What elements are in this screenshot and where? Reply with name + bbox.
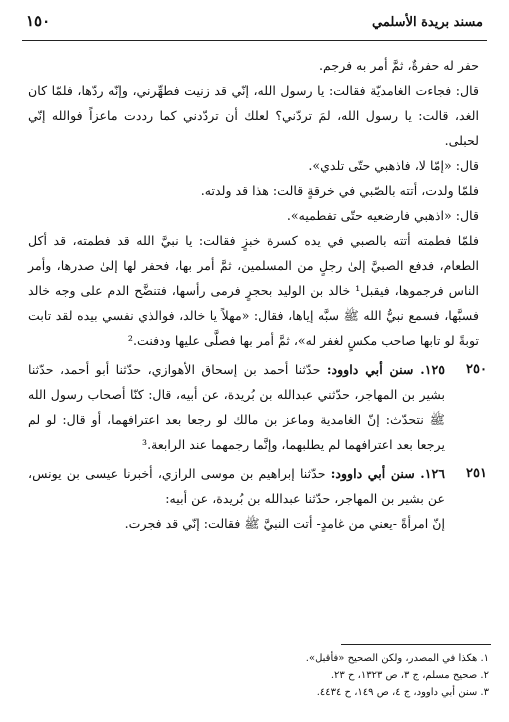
page-number: ١٥٠ bbox=[26, 12, 51, 30]
footnote: ١. هكذا في المصدر، ولكن الصحيح «فأقبل». bbox=[305, 653, 489, 664]
paragraph: فلمّا فطمته أتته بالصبي في يده كسرة خبزٍ فقالت: يا نبيَّ الله قد فطمته، قد أكل الطعام، فدفع الصبيَّ إلىٰ رجلٍ من المسلمين، ثمَّ أمر بها، فحفر لها إلىٰ صدرها، وأمر الناس فرجموها، فيقبل¹ خالد بن الوليد بحجرٍ فرمى رأسها، فتنضَّح الدم على وجه خالد فسبَّها، فسمع نبيُّ الله ﷺ سبَّه إياها، فقال: «مهلاً يا خالد، فوالذي نفسي بيده لقد تابت توبةً لو تابها صاحب مكسٍ لغفر له»، ثمَّ أمر بها فصلَّى عليها ودفنت.² bbox=[28, 233, 479, 348]
hadith-source: ١٢٦. سنن أبي داوود: bbox=[330, 466, 445, 481]
paragraph: قال: «اذهبي فارضعيه حتّى تفطميه». bbox=[286, 208, 479, 223]
footnote-divider bbox=[341, 644, 491, 645]
footnote: ٣. سنن أبي داوود، ج ٤، ص ١٤٩، ح ٤٤٣٤. bbox=[316, 687, 489, 698]
hadith-text bbox=[22, 461, 445, 536]
paragraph: فلمّا ولدت، أتته بالصّبي في خرقةٍ قالت: هذا قد ولدته. bbox=[200, 183, 479, 198]
hadith-continuation: إنّ امرأةً -يعني من غامدٍ- أتت النبيَّ ﷺ فقالت: إنّي قد فجرت. bbox=[124, 516, 445, 531]
hadith-entry bbox=[22, 461, 487, 536]
hadith-source: ١٢٥. سنن أبي داوود: bbox=[326, 362, 445, 377]
hadith-number: ٢٥١ bbox=[466, 466, 487, 481]
hadith-entry bbox=[22, 357, 487, 457]
running-title: مسند بريدة الأسلمي bbox=[372, 15, 483, 30]
hadith-text bbox=[22, 357, 445, 457]
footnote: ٢. صحيح مسلم، ج ٣، ص ١٣٢٣، ح ٢٣. bbox=[330, 670, 489, 681]
hadith-body: حدّثنا إبراهيم بن موسى الرازي، أخبرنا عيسى بن يونس، عن بشير بن المهاجر، حدّثنا عبدالله بن بُريدة، عن أبيه: bbox=[28, 466, 445, 506]
book-page bbox=[22, 12, 487, 714]
paragraph: حفر له حفرةٌ، ثمَّ أمر به فرجم. bbox=[319, 58, 479, 73]
hadith-body: حدّثنا أحمد بن إسحاق الأهوازي، حدّثنا أبو أحمد، حدّثنا بشير بن المهاجر، حدّثني عبدالله بن بُريدة، عن أبيه، قال: كنّا أصحاب رسول الله ﷺ نتحدّث: إنّ الغامدية وماعز بن مالك لو رجعا بعد اعترافهما، أو قال: لو لم يرجعا بعد اعترافهما لم يطلبهما، وإنَّما رجمهما عند الرابعة.³ bbox=[28, 362, 445, 452]
body-text bbox=[22, 53, 487, 536]
hadith-number: ٢٥٠ bbox=[466, 362, 487, 377]
paragraph: قال: «إمّا لا، فاذهبي حتّى تلدي». bbox=[308, 158, 479, 173]
paragraph: قال: فجاءت الغامديّة فقالت: يا رسول الله، إنّي قد زنيت فطهِّرني، وإنّه ردّها، فلمّا كان الغد، قالت: يا رسول الله، لمَ تردّني؟ لعلك أن تردّدني كما رددت ماعزاً فوالله إنّي لحبلى. bbox=[28, 83, 479, 148]
footnotes bbox=[40, 650, 489, 701]
running-header bbox=[22, 12, 487, 41]
